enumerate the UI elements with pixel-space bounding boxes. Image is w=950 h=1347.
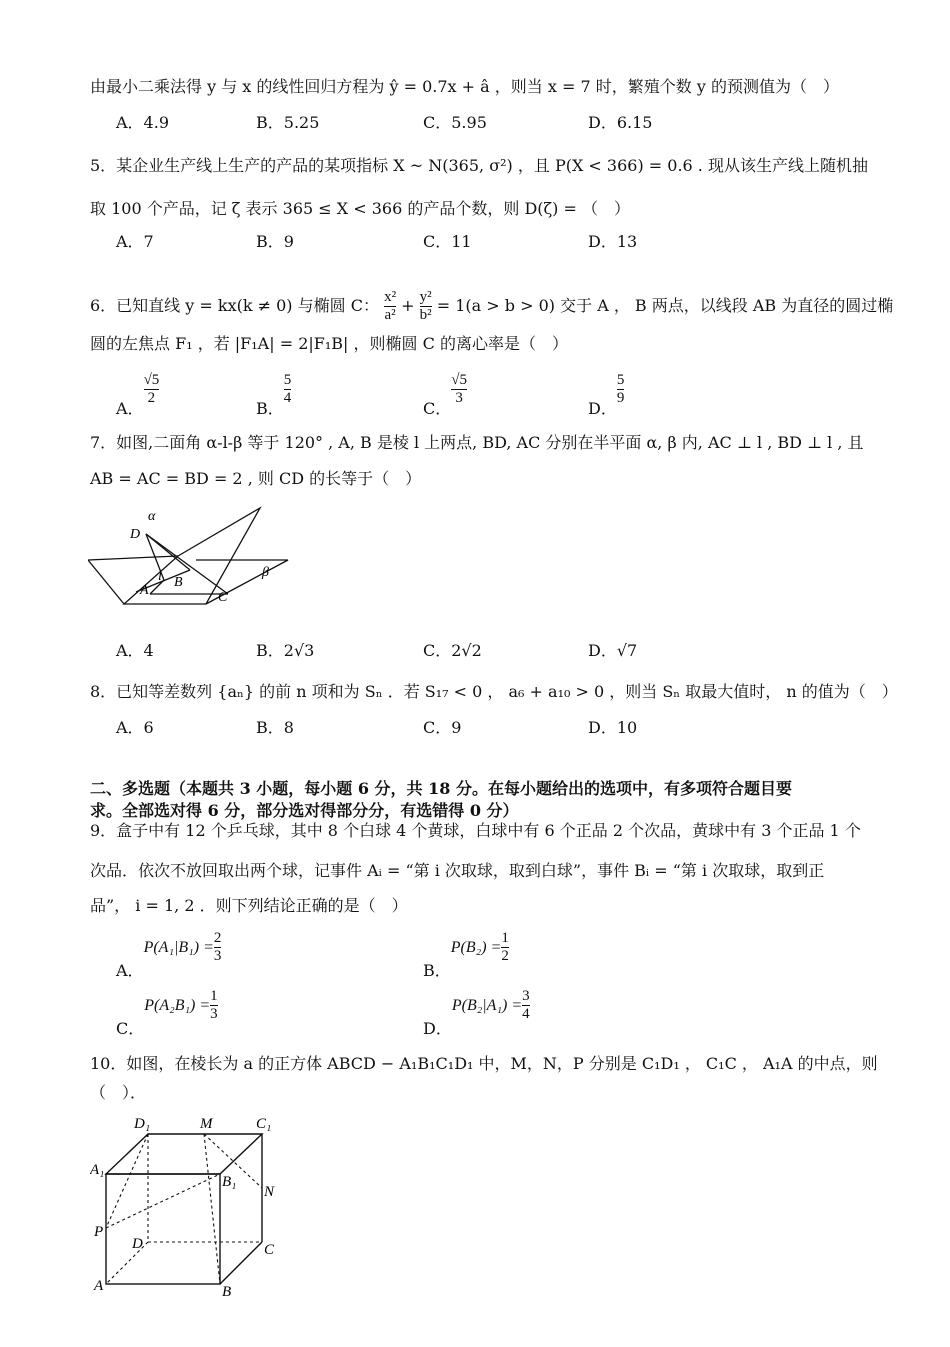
segment-ab: [150, 580, 164, 594]
plane-beta-left: [88, 560, 124, 604]
label-c1: C₁: [256, 1116, 272, 1132]
frac-den: 3: [455, 390, 463, 406]
frac-den: 2: [147, 390, 156, 406]
label-n: N: [264, 1184, 275, 1200]
q6-line1: 6．已知直线 y = kx(k ≠ 0) 与椭圆 C： $\frac{\text{x²}}{\text{a²}}$ + $\frac{\text{y²}}{\text{b²}}$ = 1(a > b > 0) 交于 A ， B 两点，以线段 AB 为直径的圆过椭: [90, 289, 894, 323]
q7-option-d: D．√7: [588, 641, 638, 660]
q5-option-c: C．11: [423, 232, 472, 251]
label-c: C: [264, 1242, 275, 1258]
q7-option-a: A．4: [116, 641, 154, 660]
label-a1: A₁: [90, 1162, 105, 1178]
option-label: B．: [423, 961, 451, 980]
frac-num: 1: [501, 930, 509, 946]
option-label: D．: [588, 399, 617, 418]
frac-num: 1: [210, 988, 218, 1004]
q9-option-a: [116, 930, 221, 982]
dihedral-angle-figure: [88, 500, 298, 620]
q8-option-c: C．9: [423, 718, 462, 737]
frac-num: 3: [522, 988, 530, 1004]
top-face: [106, 1134, 262, 1174]
label-b1: B₁: [222, 1174, 237, 1190]
q4-option-d: D．6.15: [588, 113, 653, 132]
q9-option-b: [423, 930, 509, 982]
q5-line2: 取 100 个产品，记 ζ 表示 365 ≤ X < 366 的产品个数，则 D(ζ) = （ ）: [90, 199, 631, 218]
option-label: A．: [116, 399, 144, 418]
q9-line3: 品”， i = 1, 2 ．则下列结论正确的是（ ）: [90, 896, 408, 915]
label-d: D: [130, 527, 141, 542]
q5-line1: 5．某企业生产线上生产的产品的某项指标 X ~ N(365, σ²) ，且 P(X < 366) = 0.6 . 现从该生产线上随机抽: [90, 156, 868, 175]
option-label: B．: [256, 399, 284, 418]
frac-num: 5: [616, 372, 625, 388]
q7-line1: 7．如图,二面角 α-l-β 等于 120° , A, B 是棱 l 上两点, BD, AC 分别在半平面 α, β 内, AC ⊥ l , BD ⊥ l , 且: [90, 433, 864, 452]
frac-den: a²: [384, 307, 396, 323]
q5-option-d: D．13: [588, 232, 638, 251]
section2-heading-line1: 二、多选题（本题共 3 小题，每小题 6 分，共 18 分。在每小题给出的选项中，有多项符合题目要: [90, 779, 792, 798]
q10-line1: 10．如图，在棱长为 a 的正方体 ABCD − A₁B₁C₁D₁ 中，M，N，P 分别是 C₁D₁ ， C₁C ， A₁A 的中点，则: [90, 1054, 878, 1073]
option-fraction: [501, 930, 509, 965]
option-label: C．: [423, 399, 452, 418]
label-p: P: [94, 1224, 104, 1240]
q9-line2: 次品．依次不放回取出两个球，记事件 Aᵢ = “第 i 次取球，取到白球”，事件 Bᵢ = “第 i 次取球，取到正: [90, 861, 825, 880]
plane-beta-top-left: [88, 556, 178, 560]
edge-cb: [220, 1242, 262, 1284]
q6-line2: 圆的左焦点 F₁ ，若 |F₁A| = 2|F₁B| ，则椭圆 C 的离心率是（ ）: [90, 334, 568, 353]
q4-line1: 由最小二乘法得 y 与 x 的线性回归方程为 ŷ = 0.7x + â ，则当 x = 7 时，繁殖个数 y 的预测值为（ ）: [90, 77, 839, 96]
frac-den: 2: [501, 948, 509, 964]
frac-den: b²: [419, 307, 432, 323]
option-label: C．: [116, 1019, 145, 1038]
q9-option-c: [116, 988, 218, 1040]
q8-option-a: A．6: [116, 718, 154, 737]
frac-den: 3: [213, 948, 222, 964]
q7-line2: AB = AC = BD = 2 , 则 CD 的长等于（ ）: [90, 469, 422, 488]
q10-line2: （ ）．: [90, 1083, 147, 1102]
section2-heading-line2: 求。全部选对得 6 分，部分选对得部分分，有选错得 0 分）: [90, 801, 519, 820]
label-a: A: [140, 583, 149, 598]
frac-num: 2: [213, 930, 222, 946]
segment-mb: [204, 1134, 220, 1284]
q8-option-d: D．10: [588, 718, 638, 737]
q7-option-b: B．2√3: [256, 641, 315, 660]
q5-option-a: A．7: [116, 232, 154, 251]
label-d1: D₁: [134, 1116, 151, 1132]
frac-num: 5: [283, 372, 292, 388]
option-expr: P(B₂|A₁) =: [451, 997, 523, 1014]
q6-option-b: [256, 372, 291, 420]
frac-den: 3: [210, 1006, 218, 1022]
option-fraction: [451, 372, 467, 407]
q4-option-a: A．4.9: [116, 113, 170, 132]
label-b: B: [222, 1284, 232, 1300]
q6-option-a: [116, 372, 159, 420]
q7-option-c: C．2√2: [423, 641, 482, 660]
q9-line1: 9．盒子中有 12 个乒乓球，其中 8 个白球 4 个黄球，白球中有 6 个正品 2 个次品，黄球中有 3 个正品 1 个: [90, 821, 861, 840]
label-alpha: α: [148, 509, 156, 524]
ellipse-x-fraction: [384, 289, 396, 324]
label-a: A: [94, 1278, 104, 1294]
q9-option-d: [423, 988, 530, 1040]
option-expr: P(A₁|B₁) =: [143, 939, 214, 956]
option-label: D．: [423, 1019, 452, 1038]
option-expr: P(B₂) =: [450, 939, 502, 956]
option-fraction: [214, 930, 222, 965]
option-expr: P(A₂B₁) =: [144, 997, 211, 1014]
q6-line1-end: = 1(a > b > 0) 交于 A ， B 两点，以线段 AB 为直径的圆过椭: [436, 296, 894, 315]
q6-option-c: [423, 372, 467, 420]
option-fraction: [210, 988, 218, 1023]
option-fraction: [522, 988, 530, 1023]
frac-num: x²: [384, 289, 397, 305]
q8-option-b: B．8: [256, 718, 294, 737]
frac-num: y²: [419, 289, 432, 305]
q4-option-b: B．5.25: [256, 113, 320, 132]
option-fraction: [284, 372, 292, 407]
label-l: l: [158, 569, 162, 584]
label-b: B: [174, 575, 183, 590]
frac-den: 4: [283, 390, 292, 406]
q5-option-b: B．9: [256, 232, 294, 251]
ellipse-y-fraction: [420, 289, 432, 324]
segment-d1p: [106, 1134, 148, 1228]
segment-pb1: [106, 1174, 220, 1228]
cube-figure: [90, 1112, 290, 1302]
option-fraction: [144, 372, 160, 407]
q6-option-d: [588, 372, 624, 420]
option-label: A．: [116, 961, 144, 980]
frac-den: 4: [522, 1006, 530, 1022]
label-m: M: [200, 1116, 213, 1132]
option-fraction: [617, 372, 625, 407]
label-d: D: [132, 1236, 143, 1252]
q4-option-c: C．5.95: [423, 113, 487, 132]
frac-den: 9: [616, 390, 625, 406]
label-c: C: [218, 590, 228, 605]
frac-num: √5: [451, 372, 467, 388]
q8-line1: 8．已知等差数列 {aₙ} 的前 n 项和为 Sₙ ．若 S₁₇ < 0 ， a₆ + a₁₀ > 0 ，则当 Sₙ 取最大值时， n 的值为（ ）: [90, 682, 898, 701]
frac-num: √5: [143, 372, 160, 388]
q6-line1-start: 6．已知直线 y = kx(k ≠ 0) 与椭圆 C：: [90, 296, 379, 315]
label-beta: β: [262, 565, 269, 580]
